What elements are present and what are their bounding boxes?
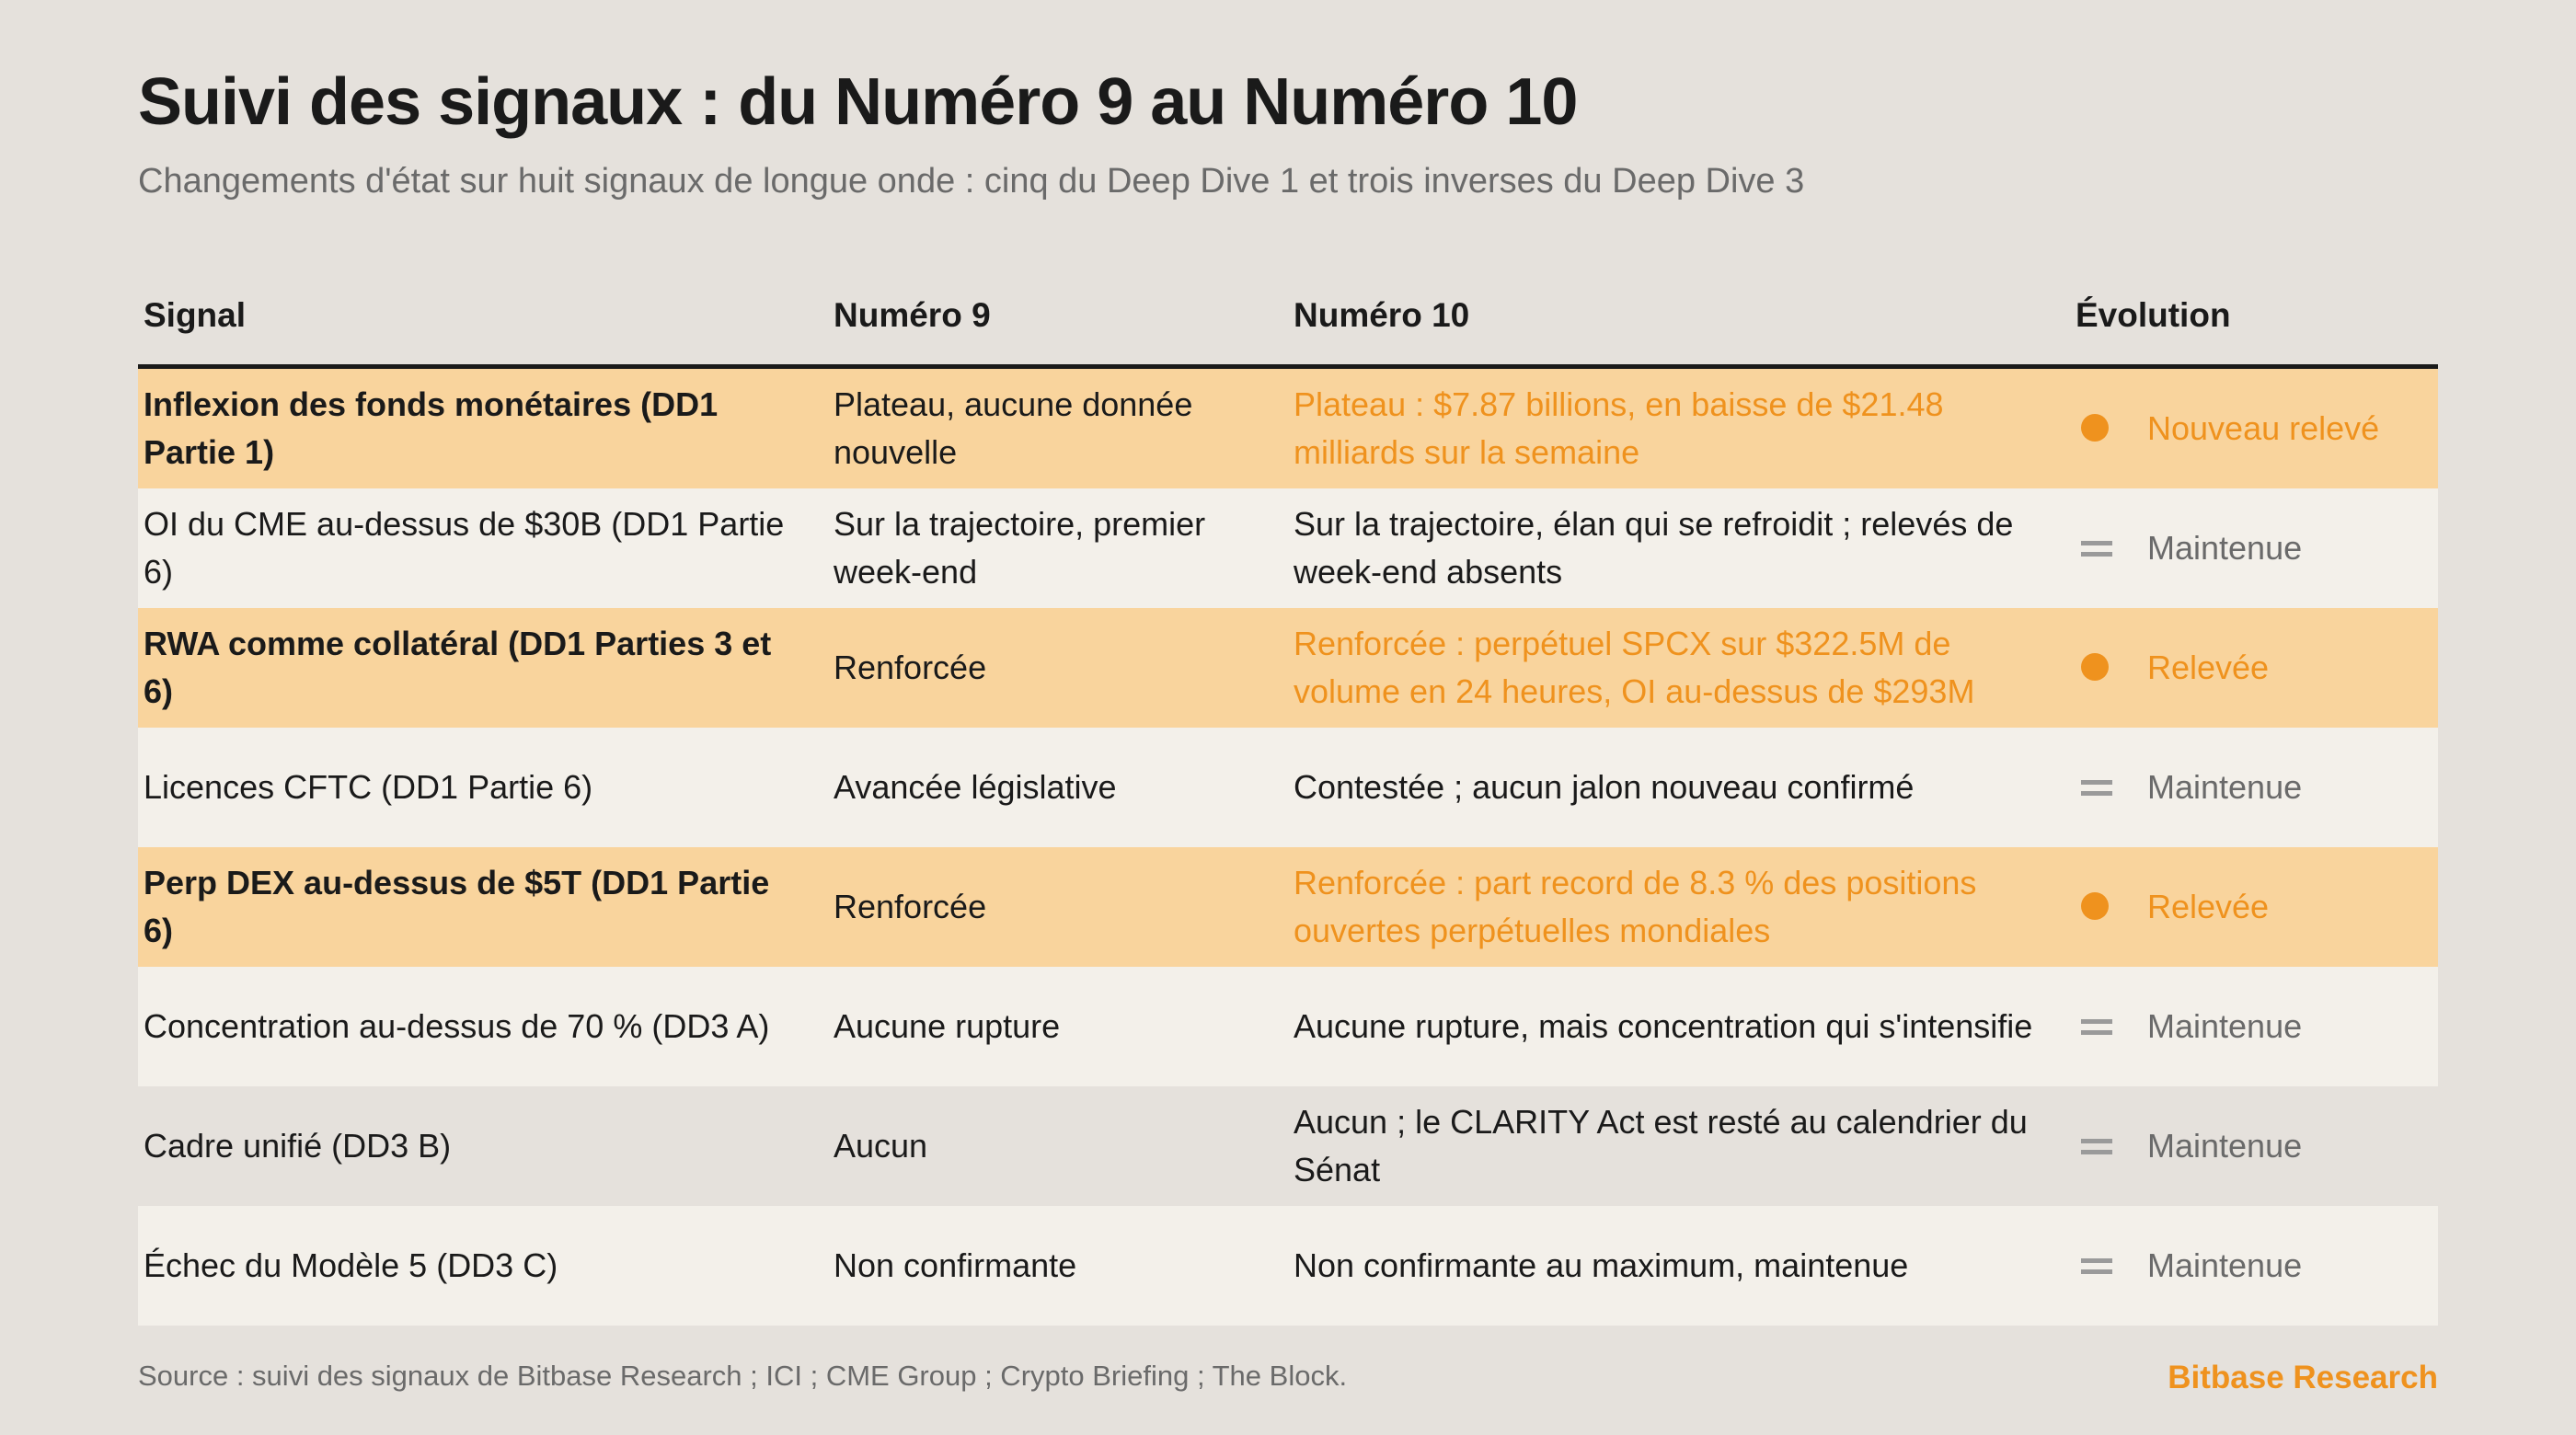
evolution-label: Relevée [2147,649,2270,686]
table-row [138,1206,2438,1326]
header-numero-10: Numéro 10 [1288,267,2070,367]
evolution-label: Nouveau relevé [2147,409,2380,447]
table-row [138,728,2438,847]
table-row [138,967,2438,1086]
cell-signal: Échec du Modèle 5 (DD3 C) [138,1206,828,1326]
table-row [138,1086,2438,1206]
evolution-label: Maintenue [2147,529,2303,567]
evolution-label: Maintenue [2147,1246,2303,1284]
table-row [138,847,2438,967]
cell-signal: OI du CME au-dessus de $30B (DD1 Partie 6) [138,488,828,608]
cell-evolution [2070,1206,2438,1326]
cell-numero-10: Plateau : $7.87 billions, en baisse de $21.48 milliards sur la semaine [1288,367,2070,489]
page [138,0,2438,1435]
cell-signal: Inflexion des fonds monétaires (DD1 Partie 1) [138,367,828,489]
equals-icon [2081,1012,2110,1041]
cell-numero-10: Aucun ; le CLARITY Act est resté au calendrier du Sénat [1288,1086,2070,1206]
table-row [138,608,2438,728]
cell-numero-9: Avancée législative [828,728,1288,847]
cell-numero-10: Sur la trajectoire, élan qui se refroidit ; relevés de week-end absents [1288,488,2070,608]
cell-numero-10: Contestée ; aucun jalon nouveau confirmé [1288,728,2070,847]
cell-numero-9: Sur la trajectoire, premier week-end [828,488,1288,608]
evolution-label: Maintenue [2147,1007,2303,1045]
orange-dot-icon [2081,892,2110,922]
cell-evolution [2070,967,2438,1086]
cell-numero-9: Aucun [828,1086,1288,1206]
header-numero-9: Numéro 9 [828,267,1288,367]
cell-evolution [2070,488,2438,608]
equals-icon [2081,773,2110,802]
signals-table [138,267,2438,1326]
cell-numero-10: Renforcée : perpétuel SPCX sur $322.5M de volume en 24 heures, OI au-dessus de $293M [1288,608,2070,728]
cell-numero-9: Plateau, aucune donnée nouvelle [828,367,1288,489]
equals-icon [2081,1131,2110,1161]
cell-evolution [2070,1086,2438,1206]
cell-numero-10: Non confirmante au maximum, maintenue [1288,1206,2070,1326]
cell-numero-9: Renforcée [828,608,1288,728]
cell-numero-9: Aucune rupture [828,967,1288,1086]
cell-signal: Perp DEX au-dessus de $5T (DD1 Partie 6) [138,847,828,967]
cell-numero-10: Aucune rupture, mais concentration qui s'intensifie [1288,967,2070,1086]
orange-dot-icon [2081,653,2110,683]
cell-evolution [2070,728,2438,847]
evolution-label: Relevée [2147,888,2270,925]
cell-evolution [2070,608,2438,728]
header-signal: Signal [138,267,828,367]
evolution-label: Maintenue [2147,768,2303,806]
orange-dot-icon [2081,414,2110,443]
header-evolution: Évolution [2070,267,2438,367]
cell-numero-9: Renforcée [828,847,1288,967]
cell-evolution [2070,367,2438,489]
brand-logo-text: Bitbase Research [2168,1360,2438,1395]
cell-numero-9: Non confirmante [828,1206,1288,1326]
cell-numero-10: Renforcée : part record de 8.3 % des positions ouvertes perpétuelles mondiales [1288,847,2070,967]
table-row [138,367,2438,489]
page-title: Suivi des signaux : du Numéro 9 au Numéro 10 [138,65,1578,139]
cell-signal: Cadre unifié (DD3 B) [138,1086,828,1206]
table-header-row [138,267,2438,367]
equals-icon [2081,534,2110,563]
table-row [138,488,2438,608]
evolution-label: Maintenue [2147,1127,2303,1165]
source-note: Source : suivi des signaux de Bitbase Research ; ICI ; CME Group ; Crypto Briefing ; The Block. [138,1360,1348,1392]
cell-signal: Concentration au-dessus de 70 % (DD3 A) [138,967,828,1086]
cell-signal: Licences CFTC (DD1 Partie 6) [138,728,828,847]
equals-icon [2081,1251,2110,1280]
cell-signal: RWA comme collatéral (DD1 Parties 3 et 6) [138,608,828,728]
cell-evolution [2070,847,2438,967]
page-subtitle: Changements d'état sur huit signaux de longue onde : cinq du Deep Dive 1 et trois inverses du Deep Dive 3 [138,162,1805,201]
